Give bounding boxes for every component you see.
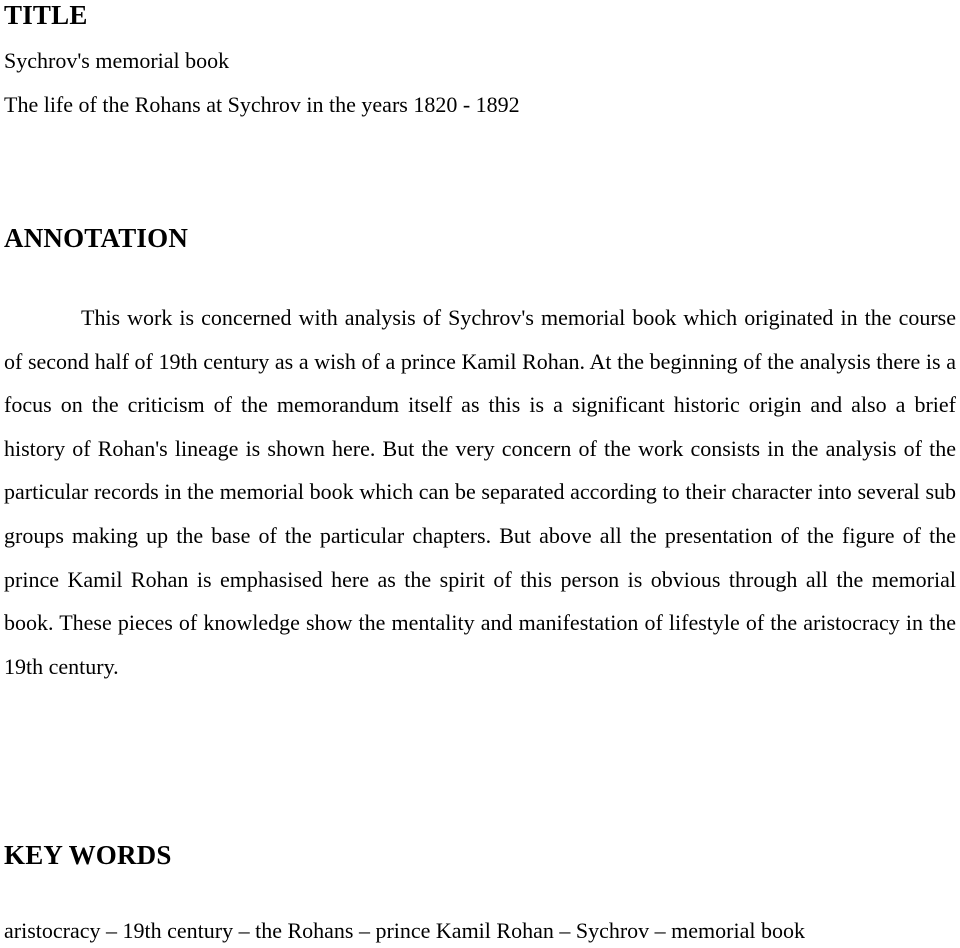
annotation-paragraph: This work is concerned with analysis of Sychrov's memorial book which originated in the course of second half of 19th century as a wish of a prince Kamil Rohan. At the beginning of the analysis there is a focus on the criticism of the memorandum itself as this is a significant historic origin and also a brief history of Rohan's lineage is shown here. But the very concern of the work consists in the analysis of the particular records in the memorial book which can be separated according to their character into several sub groups making up the base of the particular chapters. But above all the presentation of the figure of the prince Kamil Rohan is emphasised here as the spirit of this person is obvious through all the memorial book. These pieces of knowledge show the mentality and manifestation of lifestyle of the aristocracy in the 19th century. [4,305,956,679]
annotation-heading: ANNOTATION [4,223,189,253]
title-line-2: The life of the Rohans at Sychrov in the years 1820 - 1892 [4,92,520,117]
title-line-1: Sychrov's memorial book [4,48,230,73]
keywords-line: aristocracy – 19th century – the Rohans – prince Kamil Rohan – Sychrov – memorial book [4,918,805,943]
title-heading: TITLE [4,0,88,30]
keywords-heading: KEY WORDS [4,840,172,870]
